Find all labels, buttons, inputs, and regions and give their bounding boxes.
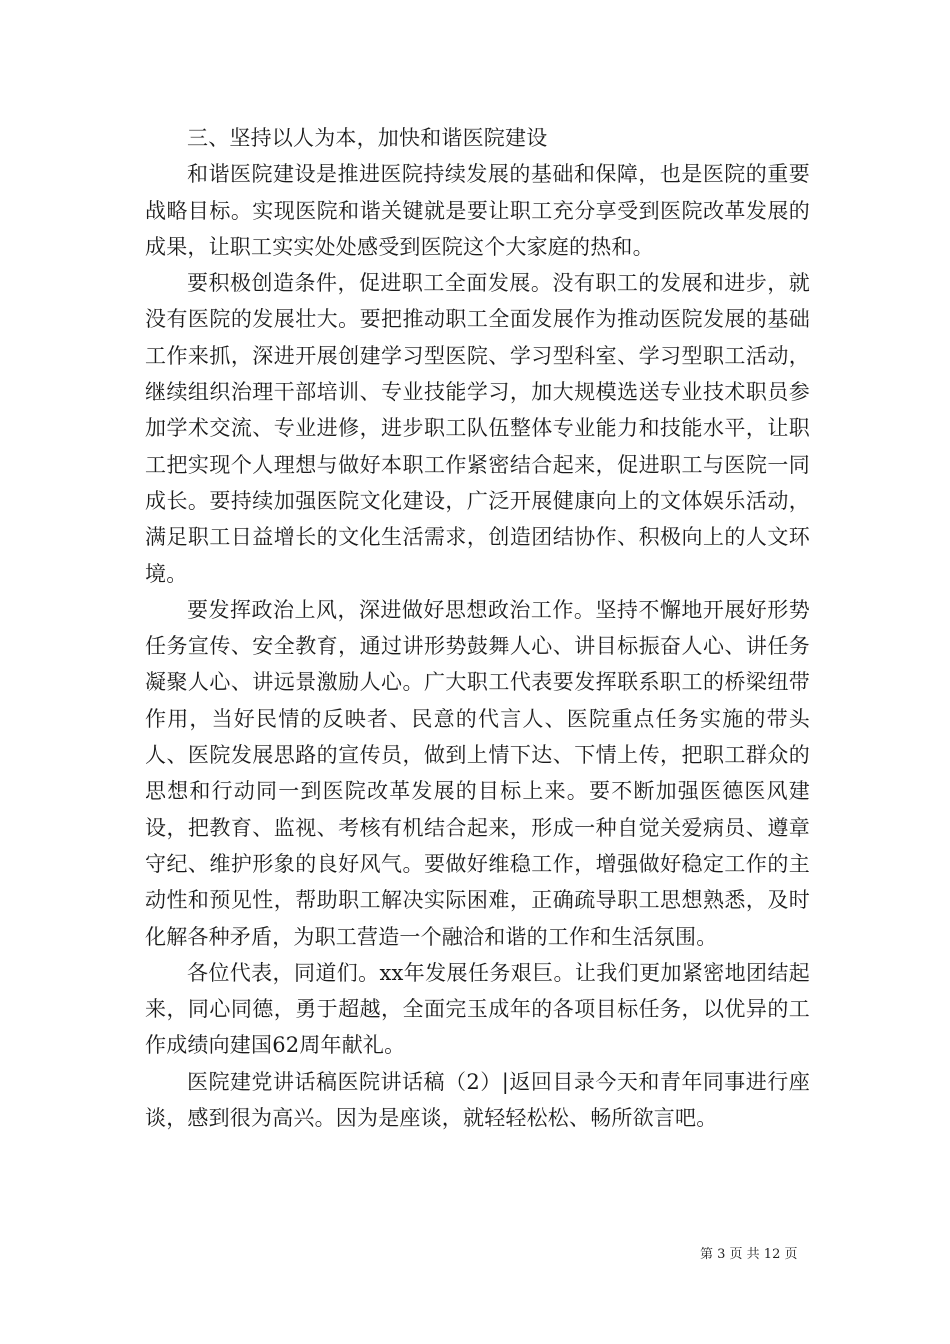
paragraph-closing-remarks: 各位代表，同道们。xx年发展任务艰巨。让我们更加紧密地团结起来，同心同德，勇于超越，全面完玉成年的各项目标任务，以优异的工作成绩向建国62周年献礼。 — [145, 960, 810, 1058]
page-number-footer: 第 3 页 共 12 页 — [700, 1247, 798, 1262]
section-heading: 三、坚持以人为本，加快和谐医院建设 — [187, 126, 548, 150]
paragraph-staff-development: 要积极创造条件，促进职工全面发展。没有职工的发展和进步，就没有医院的发展壮大。要把推动职工全面发展作为推动医院发展的基础工作来抓，深进开展创建学习型医院、学习型科室、学习型职工活动，继续组织治理干部培训、专业技能学习，加大规模选送专业技术职员参加学术交流、专业进修，进步职工队伍整体专业能力和技能水平，让职工把实现个人理想与做好本职工作紧密结合起来，促进职工与医院一同成长。要持续加强医院文化建设，广泛开展健康向上的文体娱乐活动，满足职工日益增长的文化生活需求，创造团结协作、积极向上的人文环境。 — [145, 271, 810, 586]
document-body — [145, 120, 810, 1136]
paragraph-harmonious-hospital: 和谐医院建设是推进医院持续发展的基础和保障，也是医院的重要战略目标。实现医院和谐关键就是要让职工充分享受到医院改革发展的成果，让职工实实处处感受到医院这个大家庭的热和。 — [145, 162, 810, 259]
paragraph-next-speech: 医院建党讲话稿医院讲话稿（2）|返回目录今天和青年同事进行座谈，感到很为高兴。因为是座谈，就轻轻松松、畅所欲言吧。 — [145, 1069, 810, 1131]
paragraph-political-work: 要发挥政治上风，深进做好思想政治工作。坚持不懈地开展好形势任务宣传、安全教育，通过讲形势鼓舞人心、讲目标振奋人心、讲任务凝聚人心、讲远景激励人心。广大职工代表要发挥联系职工的桥梁纽带作用，当好民情的反映者、民意的代言人、医院重点任务实施的带头人、医院发展思路的宣传员，做到上情下达、下情上传，把职工群众的思想和行动同一到医院改革发展的目标上来。要不断加强医德医风建设，把教育、监视、考核有机结合起来，形成一种自觉关爱病员、遵章守纪、维护形象的良好风气。要做好维稳工作，增强做好稳定工作的主动性和预见性，帮助职工解决实际困难，正确疏导职工思想熟悉，及时化解各种矛盾，为职工营造一个融洽和谐的工作和生活氛围。 — [145, 597, 810, 949]
